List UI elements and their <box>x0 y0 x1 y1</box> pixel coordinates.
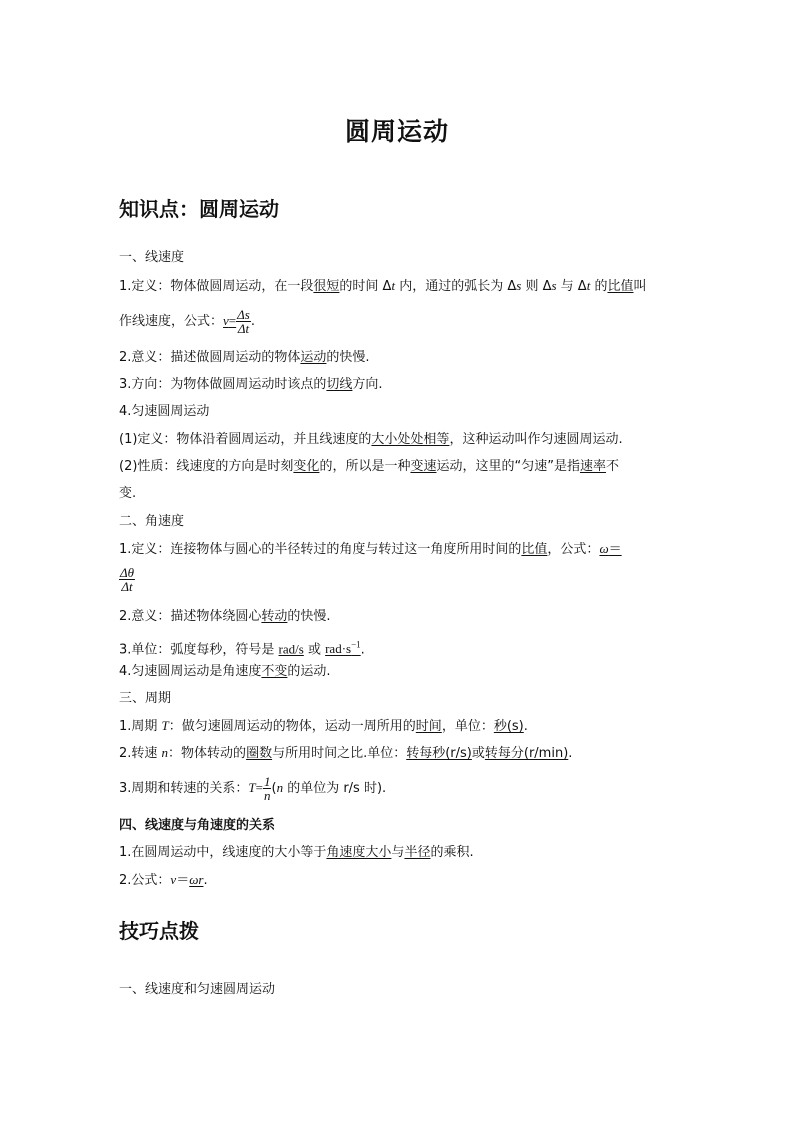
var-T: T <box>161 718 169 733</box>
underlined-answer: 比值 <box>607 279 634 294</box>
uniform-definition <box>119 432 623 448</box>
var-T: T <box>248 780 256 795</box>
fraction-ds-dt <box>236 308 251 335</box>
angular-definition <box>119 541 622 558</box>
underlined-answer: 变化 <box>293 459 320 474</box>
equals-sign: = <box>228 313 237 328</box>
text: 的运动. <box>287 664 331 679</box>
text: 不 <box>605 459 619 474</box>
fraction-denominator: n <box>263 788 271 803</box>
text: . <box>203 873 208 888</box>
text: ：物体转动的 <box>168 746 247 761</box>
var-n: n <box>276 780 284 795</box>
uniform-property <box>119 459 619 475</box>
underlined-answer: 半径 <box>404 845 431 860</box>
text: . <box>568 746 573 761</box>
underlined-answer: 角速度大小 <box>326 845 392 860</box>
fraction-denominator: Δt <box>121 579 133 594</box>
text: 或 <box>303 642 326 658</box>
text: 的单位为 r/s 时). <box>283 781 387 796</box>
underlined-answer: 时间 <box>415 719 442 734</box>
superscript: −1 <box>351 640 361 650</box>
var-t: t <box>586 278 591 293</box>
text: ，公式： <box>547 542 600 557</box>
angular-meaning <box>119 609 331 625</box>
underlined-answer: 秒(s) <box>493 719 524 734</box>
var-s: s <box>516 278 522 293</box>
text: 与 <box>391 845 405 860</box>
underlined-answer: 运动 <box>300 350 327 365</box>
text: 2.转速 <box>119 746 162 761</box>
text: 1.定义：物体做圆周运动，在一段 <box>119 279 314 294</box>
underlined-answer: 速率 <box>579 459 606 474</box>
var-v: v <box>170 872 177 887</box>
underlined-answer: 转动 <box>261 609 288 624</box>
var-s: s <box>551 278 557 293</box>
fraction-dtheta-dt <box>119 566 135 593</box>
underlined-answer: 不变 <box>261 664 288 679</box>
linear-direction <box>119 377 383 393</box>
text: (2)性质：线速度的方向是时刻 <box>119 459 294 474</box>
relation-formula <box>119 872 208 889</box>
uniform-property-cont: 变. <box>119 486 137 501</box>
section-heading-knowledge: 知识点：圆周运动 <box>119 197 279 221</box>
linear-definition-line1 <box>119 278 647 295</box>
text: 则 Δ <box>521 279 552 294</box>
page-title: 圆周运动 <box>344 117 449 146</box>
period-speed-relation <box>119 773 386 804</box>
subheading-angular-velocity: 二、角速度 <box>119 514 185 529</box>
text: 或 <box>471 746 485 761</box>
text: ( <box>271 781 277 796</box>
period-definition <box>119 718 528 735</box>
text: 内，通过的弧长为 Δ <box>395 279 517 294</box>
text: 3.方向：为物体做圆周运动时该点的 <box>119 377 327 392</box>
var-n: n <box>161 745 169 760</box>
rotational-speed-definition <box>119 745 572 762</box>
angular-unit <box>119 637 365 658</box>
var-omega: ω <box>599 541 609 556</box>
underlined-answer: 切线 <box>326 377 353 392</box>
underlined-answer: 很短 <box>313 279 340 294</box>
text: . <box>360 642 365 658</box>
text: 的乘积. <box>430 845 474 860</box>
fraction-numerator: Δθ <box>120 565 135 580</box>
subheading-period: 三、周期 <box>119 691 172 706</box>
angular-fraction <box>119 566 135 593</box>
text: 2.意义：描述物体绕圆心 <box>119 609 262 624</box>
underlined-answer: rad·s <box>325 641 352 657</box>
text: 2.意义：描述做圆周运动的物体 <box>119 350 301 365</box>
text: ，单位： <box>441 719 494 734</box>
angular-uniform <box>119 664 331 680</box>
subheading-linear-velocity: 一、线速度 <box>119 250 185 265</box>
equals-sign: ＝ <box>608 541 622 556</box>
text: 运动，这里的“匀速”是指 <box>436 459 580 474</box>
subheading-relation: 四、线速度与角速度的关系 <box>119 818 276 833</box>
text: 3.单位：弧度每秒，符号是 <box>119 642 279 658</box>
text: 方向. <box>352 377 383 392</box>
text: 1.定义：连接物体与圆心的半径转过的角度与转过这一角度所用时间的 <box>119 542 522 557</box>
equals-sign: ＝ <box>176 872 190 887</box>
underlined-answer: 转每秒(r/s) <box>406 746 472 761</box>
subheading-tips-linear: 一、线速度和匀速圆周运动 <box>119 982 276 997</box>
text: 的快慢. <box>287 609 331 624</box>
text: 4.匀速圆周运动是角速度 <box>119 664 262 679</box>
text: 的快慢. <box>326 350 370 365</box>
text: 2.公式： <box>119 873 171 888</box>
underlined-answer: 比值 <box>521 542 548 557</box>
text: 叫 <box>633 279 647 294</box>
text: 的，所以是一种 <box>319 459 411 474</box>
linear-definition-line2 <box>119 306 255 337</box>
text: 1.在圆周运动中，线速度的大小等于 <box>119 845 327 860</box>
uniform-circular-heading: 4.匀速圆周运动 <box>119 404 210 419</box>
text: 作线速度，公式： <box>119 314 224 329</box>
text: (1)定义：物体沿着圆周运动，并且线速度的 <box>119 432 372 447</box>
section-heading-tips: 技巧点拨 <box>119 919 199 943</box>
text: ：做匀速圆周运动的物体，运动一周所用的 <box>168 719 416 734</box>
linear-meaning <box>119 350 370 366</box>
underlined-answer: ωr <box>189 872 204 887</box>
fraction-numerator: 1 <box>263 774 271 789</box>
underlined-answer: 变速 <box>410 459 437 474</box>
fraction-numerator: Δs <box>237 307 250 322</box>
text: 与所用时间之比.单位： <box>272 746 407 761</box>
text: 的 <box>590 279 608 294</box>
underlined-answer: rad/s <box>278 641 304 657</box>
text: . <box>250 314 255 329</box>
var-t: t <box>391 278 396 293</box>
fraction-denominator: Δt <box>237 321 250 336</box>
text: 3.周期和转速的关系： <box>119 781 249 796</box>
underlined-answer: 圈数 <box>246 746 273 761</box>
var-v: v <box>223 313 229 328</box>
text: 1.周期 <box>119 719 162 734</box>
equals-sign: = <box>255 780 263 795</box>
underlined-answer: 转每分(r/min) <box>484 746 569 761</box>
text: . <box>523 719 528 734</box>
relation-statement <box>119 845 474 861</box>
text: ，这种运动叫作匀速圆周运动. <box>449 432 623 447</box>
text: 的时间 Δ <box>339 279 392 294</box>
text: 与 Δ <box>556 279 587 294</box>
underlined-answer: 大小处处相等 <box>371 432 450 447</box>
